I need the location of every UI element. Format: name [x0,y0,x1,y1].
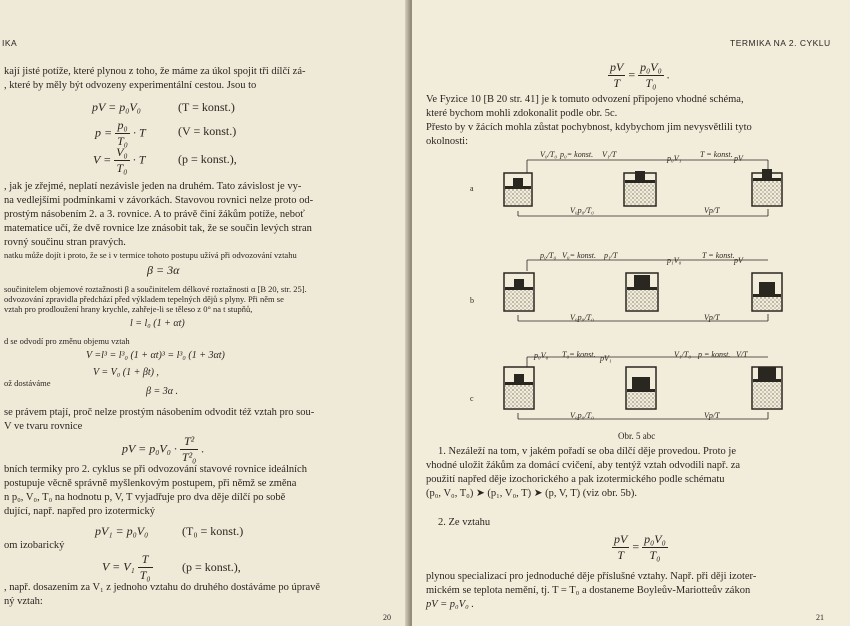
figure-row-c [504,357,782,419]
row-c-term-1: p₀V₀ [534,351,549,360]
vessel-b3 [752,273,782,311]
eq-beta: β = 3α [147,263,180,277]
eq-beta-3: β = 3α . [146,386,178,397]
left-small-note-2b: odvozování zpravidla předchází před výkladem tepelných dějů s plyny. Při něm se [4,294,284,304]
row-c-term-6: V/T [736,350,748,359]
right-running-header: TERMIKA NA 2. CYKLU [730,38,831,48]
left-page [0,0,410,626]
figure-caption: Obr. 5 abc [618,431,656,441]
row-c-bottom-1: V₀p₀/T₀ [570,411,594,420]
left-small-note-1: natku může dojít i proto, že se i v termice tohoto postupu užívá při odvozování vztahu [4,250,297,260]
law-boyle-condition: (T = konst.) [178,100,235,114]
figure-label-c: c [470,394,474,403]
right-para3-line-1: plynou specializací pro jednoduché děje příslušné vztahy. Např. při ději izoter- [426,571,757,582]
right-para2-line-4: (p₀, V₀, T₀) ➤ (p₁, V₀, T) ➤ (p, V, T) (viz obr. 5b). [426,488,637,499]
law-charles: p = $\frac{\text{p₀}}{\text{T₀}}$ · T [95,118,146,148]
left-para3-line-2: postupuje věcně správně myšlenkovým postupem, při němž se změna [4,478,297,489]
right-page-number: 21 [816,613,824,622]
row-a-term-6: pV [734,154,743,163]
right-equation-2: $\frac{pV}{T}$ = $\frac{\text{p₀V₀}}{\text{T₀}}$ [614,532,666,562]
left-para1-line-5: rovný součinu stran pravých. [4,237,126,248]
row-a-bottom-1: V₀p₀/T₀ [570,206,594,215]
right-para3-line-3: pV = p₀V₀ . [426,599,475,610]
left-isobaric-label: om izobarický [4,540,65,551]
left-para1-line-3: prostým násobením 2. a 3. rovnice. A to právě činí žákům potíže, neboť [4,209,305,220]
right-page [412,0,850,626]
left-para3-line-4: dující, např. napřed pro izotermický [4,506,156,517]
eq-isobaric-condition: (p = konst.), [182,560,241,574]
row-b-term-6: pV [734,256,743,265]
row-b-term-2: V₀= konst. [562,251,596,260]
eq-isothermal: pV₁ = p₀V₀ [95,524,149,538]
eq-length: l = l₀ (1 + αt) [130,318,185,329]
right-top-equation: $\frac{pV}{T}$ = $\frac{\text{p₀V₀}}{\text{T₀}}$ . [610,60,670,90]
left-para2-line-1: se právem ptají, proč nelze prostým násobením odvodit též vztah pro sou- [4,407,315,418]
left-para3-line-1: bních termiky pro 2. cyklus se při odvozování stavové rovnice ideálních [4,464,307,475]
vessel-a3 [752,169,782,206]
left-small-note-2a: součinitelem objemové roztažnosti β a součinitelem délkové roztažnosti α [B 20, str. 25]. [4,284,307,294]
right-para1-line-3: Přesto by v žácích mohla zůstat pochybnost, kdybychom jim nevysvětlili tyto [426,122,752,133]
left-para2-line-2: V ve tvaru rovnice [4,421,83,432]
eq-pv-squared: pV = p₀V₀ · $\frac{\text{T²}}{\text{T²₀}}$ . [122,434,205,464]
row-a-term-5: T = konst. [700,150,733,159]
row-a-bottom-2: Vp/T [704,206,720,215]
row-b-term-3: p₁/T [604,251,618,260]
left-intro-line-1: kají jisté potíže, které plynou z toho, že máme za úkol spojit tři dílčí zá- [4,66,306,77]
right-para3-line-2: mickém se teplota nemění, tj. T = T₀ a dostaneme Boyleův-Mariotteův zákon [426,585,751,596]
law-gay-lussac: V = $\frac{\text{V₀}}{\text{T₀}}$ · T [93,145,146,175]
vessel-c3 [752,367,782,409]
figure-row-b [504,260,782,321]
row-b-term-1: p₀/T₀ [540,251,557,260]
figure-label-b: b [470,296,474,305]
law-charles-condition: (V = konst.) [178,124,237,138]
row-c-term-3: pV₁ [600,354,612,363]
vessel-b1 [504,273,534,311]
row-b-term-4: p₁V₀ [667,256,682,265]
vessel-b2 [626,273,658,311]
left-para1-line-4: matematice učí, že dvě rovnice lze znásobit tak, že se součin levých stran [4,223,312,234]
vessel-a1 [504,173,532,206]
row-a-term-3: V₁/T [602,150,617,159]
row-b-term-5: T = konst. [702,251,735,260]
left-page-number: 20 [383,613,391,622]
figure-row-a [504,160,782,216]
eq-volume-2: V = V₀ (1 + βt) , [93,367,159,378]
row-c-term-2: T₀= konst. [562,350,596,359]
right-para1-line-4: okolnosti: [426,136,469,147]
row-a-term-4: p₀V₁ [667,154,682,163]
left-small-note-2c: vztah pro prodloužení hrany krychle, zahřeje-li se těleso z 0° na t stupňů, [4,304,253,314]
law-boyle: pV = p₀V₀ [92,100,141,114]
left-para3-line-3: n p₀, V₀, T₀ na hodnotu p, V, T vyjadřuje pro dva děje dílčí po sobě [4,492,286,503]
right-para2-line-1: 1. Nezáleží na tom, v jakém pořadí se oba dílčí děje provedou. Proto je [438,446,736,457]
vessel-c2 [626,367,656,409]
row-c-bottom-2: Vp/T [704,411,720,420]
right-para2-line-3: použití napřed děje izochorického a pak izotermického podle schématu [426,474,725,485]
eq-volume-1: V =l³ = l³₀ (1 + αt)³ = l³₀ (1 + 3αt) [86,350,225,361]
left-small-note-3: d se odvodí pro změnu objemu vztah [4,336,130,346]
row-b-bottom-1: V₀p₀/T₀ [570,313,594,322]
row-a-term-2: p₀= konst. [560,150,594,159]
right-para2-line-2: vhodné uložit žákům za domácí cvičení, aby tentýž vztah odvodili např. za [426,460,741,471]
figure-5abc [412,145,850,445]
right-para1-line-1: Ve Fyzice 10 [B 20 str. 41] je k tomuto odvození připojeno vhodné schéma, [426,94,744,105]
left-para4-line-2: ný vztah: [4,596,43,607]
left-para1-line-2: na vedlejšími podmínkami v závorkách. Stavovou rovnici nelze proto od- [4,195,314,206]
left-running-header: IKA [2,38,18,48]
right-para1-line-2: které bychom mohli zdokonalit podle obr. 5c. [426,108,618,119]
left-para1-line-1: , jak je zřejmé, neplatí nezávisle jeden na druhém. Tato závislost je vy- [4,181,302,192]
vessel-a2 [624,171,656,206]
row-b-bottom-2: Vp/T [704,313,720,322]
left-small-note-4: ož dostáváme [4,378,51,388]
left-para4-line-1: , např. dosazením za V₁ z jednoho vztahu do druhého dostáváme po úpravě [4,582,321,593]
eq-isobaric: V = V₁ $\frac{T}{\text{T₀}}$ [102,552,151,582]
eq-isothermal-condition: (T₀ = konst.) [182,524,244,538]
row-c-term-5: p = konst. [698,350,731,359]
row-a-term-1: V₀/T₀ [540,150,558,159]
figure-label-a: a [470,184,474,193]
left-intro-line-2: , které by měly být odvozeny experimentální cestou. Jsou to [4,80,257,91]
law-gay-lussac-condition: (p = konst.), [178,152,237,166]
vessel-c1 [504,367,534,409]
row-c-term-4: V₁/T₀ [674,350,692,359]
right-item-2: 2. Ze vztahu [438,517,491,528]
